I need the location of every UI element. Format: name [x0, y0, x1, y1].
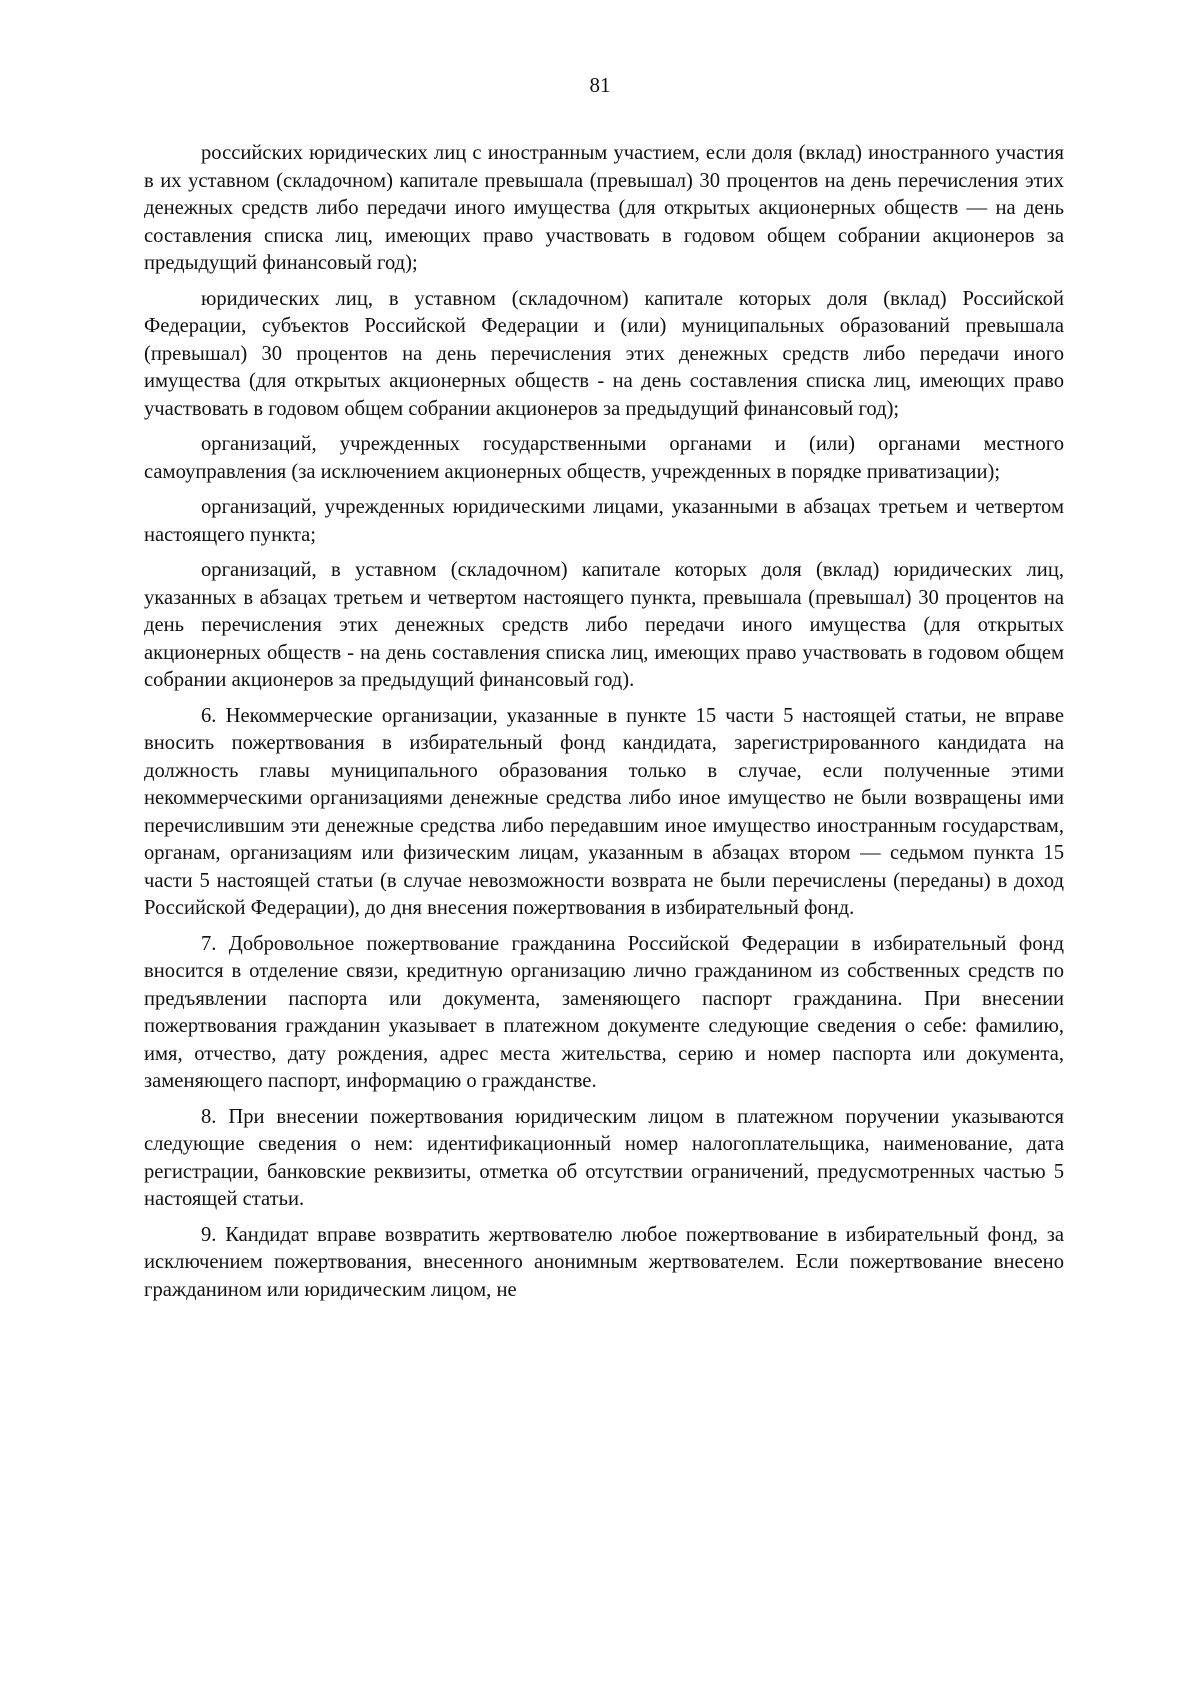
page-number: 81	[589, 73, 611, 97]
paragraph-state-share: юридических лиц, в уставном (складочном) капитале которых доля (вклад) Российской Федерации, субъектов Российской Федерации и (или) муниципальных образований превышала (превышал) 30 процентов на день перечисления этих денежных средств либо передачи иного имущества (для открытых акционерных обществ - на день составления списка лиц, имеющих право участвовать в годовом общем собрании акционеров за предыдущий финансовый год);	[144, 287, 1064, 420]
paragraph-legal-entity-founded: организаций, учрежденных юридическими лицами, указанными в абзацах третьем и четвертом настоящего пункта;	[144, 496, 1064, 546]
paragraph-government-founded: организаций, учрежденных государственными органами и (или) органами местного самоуправления (за исключением акционерных обществ, учрежденных в порядке приватизации);	[144, 433, 1064, 483]
paragraph-item-6: 6. Некоммерческие организации, указанные в пункте 15 части 5 настоящей статьи, не вправе вносить пожертвования в избирательный фонд кандидата, зарегистрированного кандидата на должность главы муниципального образования только в случае, если полученные этими некоммерческими организациями денежные средства либо иное имущество не были возвращены ими перечислившим эти денежные средства либо передавшим иное имущество иностранным государствам, органам, организациям или физическим лицам, указанным в абзацах втором — седьмом пункта 15 части 5 настоящей статьи (в случае невозможности возврата не были перечислены (переданы) в доход Российской Федерации), до дня внесения пожертвования в избирательный фонд.	[144, 704, 1064, 919]
paragraph-capital-share: организаций, в уставном (складочном) капитале которых доля (вклад) юридических лиц, указанных в абзацах третьем и четвертом настоящего пункта, превышала (превышал) 30 процентов на день перечисления этих денежных средств либо передачи иного имущества (для открытых акционерных обществ - на день составления списка лиц, имеющих право участвовать в годовом общем собрании акционеров за предыдущий финансовый год).	[144, 559, 1064, 691]
paragraph-item-9: 9. Кандидат вправе возвратить жертвователю любое пожертвование в избирательный фонд, за исключением пожертвования, внесенного анонимным жертвователем. Если пожертвование внесено гражданином или юридическим лицом, не	[144, 1223, 1064, 1301]
paragraph-foreign-participation: российских юридических лиц с иностранным участием, если доля (вклад) иностранного участия в их уставном (складочном) капитале превышала (превышал) 30 процентов на день перечисления этих денежных средств либо передачи иного имущества (для открытых акционерных обществ — на день составления списка лиц, имеющих право участвовать в годовом общем собрании акционеров за предыдущий финансовый год);	[144, 142, 1064, 274]
paragraph-item-7: 7. Добровольное пожертвование гражданина Российской Федерации в избирательный фонд вносится в отделение связи, кредитную организацию лично гражданином из собственных средств по предъявлении паспорта или документа, заменяющего паспорт гражданина. При внесении пожертвования гражданин указывает в платежном документе следующие сведения о себе: фамилию, имя, отчество, дату рождения, адрес места жительства, серию и номер паспорта или документа, заменяющего паспорт, информацию о гражданстве.	[144, 932, 1064, 1092]
paragraph-item-8: 8. При внесении пожертвования юридическим лицом в платежном поручении указываются следующие сведения о нем: идентификационный номер налогоплательщика, наименование, дата регистрации, банковские реквизиты, отметка об отсутствии ограничений, предусмотренных частью 5 настоящей статьи.	[144, 1105, 1064, 1210]
document-body	[144, 140, 1064, 1304]
